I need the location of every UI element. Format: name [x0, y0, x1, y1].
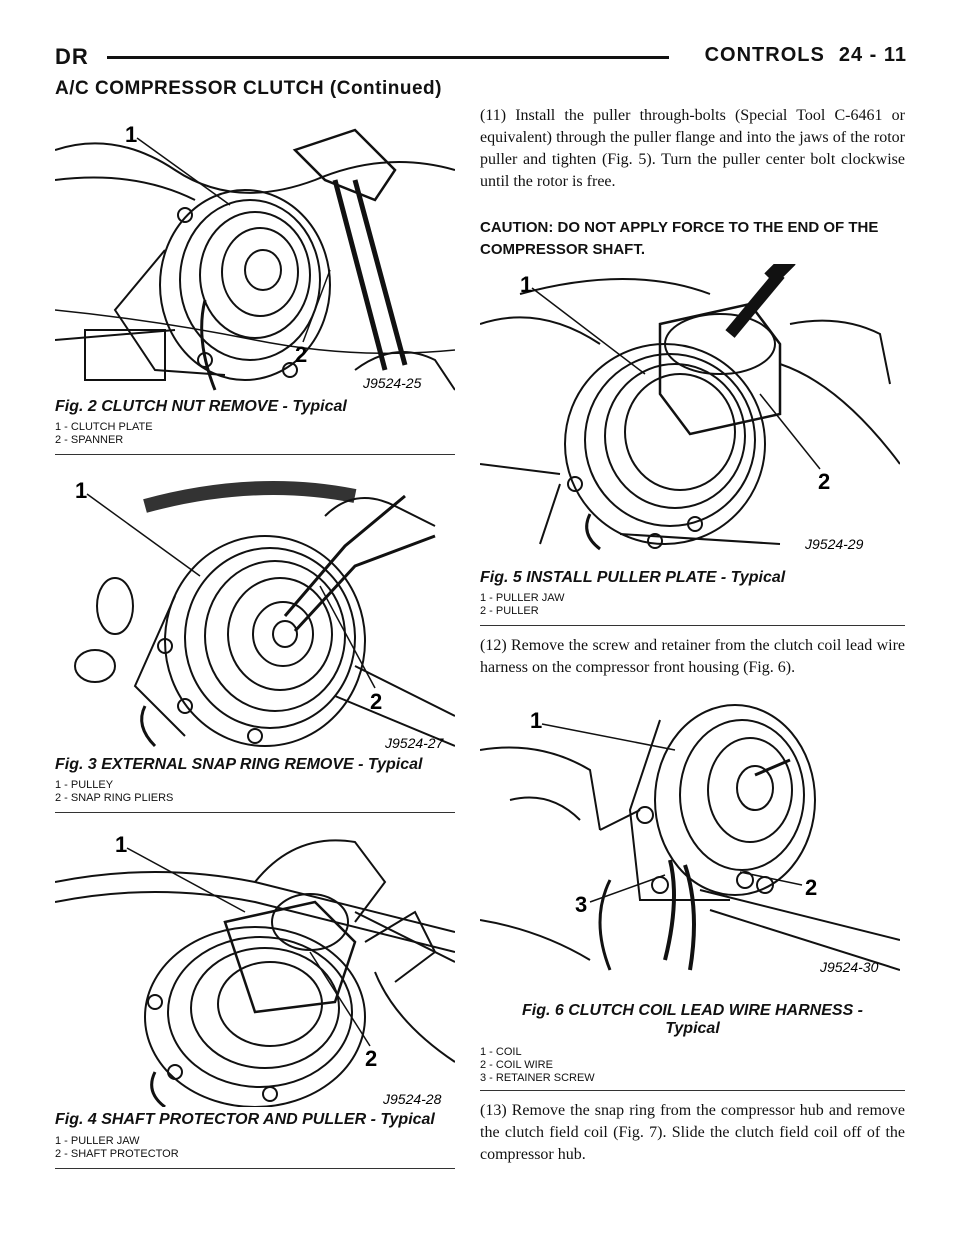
legend-item: 1 - PULLER JAW — [55, 1135, 140, 1147]
fig4-callout-2: 2 — [365, 1046, 378, 1071]
figure-6-caption-line-2: Typical — [665, 1020, 720, 1037]
fig3-callout-2: 2 — [370, 689, 383, 714]
fig4-part-number: J9524-28 — [383, 1091, 442, 1107]
caution-notice: CAUTION: DO NOT APPLY FORCE TO THE END OF THE COMPRESSOR SHAFT. — [480, 219, 879, 258]
figure-4-legend — [55, 1135, 179, 1161]
header-page-number: 24 - 11 — [838, 44, 907, 66]
fig6-callout-2: 2 — [805, 875, 818, 900]
figure-3-caption: Fig. 3 EXTERNAL SNAP RING REMOVE - Typical — [55, 756, 423, 773]
figure-2-caption: Fig. 2 CLUTCH NUT REMOVE - Typical — [55, 398, 347, 415]
figure-3-illustration — [55, 466, 455, 751]
fig3-part-number: J9524-27 — [385, 735, 444, 751]
figure-4-illustration — [55, 822, 455, 1107]
step-13-paragraph: (13) Remove the snap ring from the compressor hub and remove the clutch field coil (Fig. 7). Slide the clutch field coil off of the compressor hub. — [480, 1102, 905, 1163]
fig5-part-number: J9524-29 — [805, 536, 864, 552]
figure-4-caption: Fig. 4 SHAFT PROTECTOR AND PULLER - Typical — [55, 1111, 435, 1128]
figure-2-legend — [55, 421, 153, 447]
figure-5-illustration — [480, 264, 900, 554]
legend-item: 2 - COIL WIRE — [480, 1059, 553, 1071]
fig6-callout-3: 3 — [575, 892, 588, 917]
fig5-callout-1: 1 — [520, 272, 533, 297]
figure-6-illustration — [480, 700, 900, 990]
legend-item: 1 - COIL — [480, 1046, 522, 1058]
header-rule — [107, 56, 669, 59]
fig4-callout-1: 1 — [115, 832, 128, 857]
header-model-code: DR — [55, 44, 89, 69]
legend-item: 2 - SHAFT PROTECTOR — [55, 1148, 179, 1160]
legend-item: 3 - RETAINER SCREW — [480, 1072, 595, 1084]
legend-item: 1 - CLUTCH PLATE — [55, 421, 153, 433]
continued-title: A/C COMPRESSOR CLUTCH (Continued) — [55, 78, 442, 99]
figure-divider — [55, 1168, 455, 1169]
step-11-paragraph: (11) Install the puller through-bolts (Special Tool C-6461 or equivalent) through the puller flange and into the jaws of the rotor puller and tighten (Fig. 5). Turn the puller center bolt clockwise until the rotor is free. — [480, 107, 905, 190]
fig3-callout-1: 1 — [75, 478, 88, 503]
legend-item: 2 - PULLER — [480, 605, 539, 617]
step-12-paragraph: (12) Remove the screw and retainer from the clutch coil lead wire harness on the compressor front housing (Fig. 6). — [480, 637, 905, 676]
figure-divider — [55, 812, 455, 813]
figure-divider — [480, 1090, 905, 1091]
fig5-callout-2: 2 — [818, 469, 831, 494]
fig2-callout-2: 2 — [295, 342, 308, 367]
figure-3-legend — [55, 779, 173, 805]
fig6-part-number: J9524-30 — [820, 959, 879, 975]
figure-5-legend — [480, 592, 565, 618]
fig6-callout-1: 1 — [530, 708, 543, 733]
legend-item: 1 - PULLER JAW — [480, 592, 565, 604]
figure-6-legend — [480, 1046, 595, 1085]
figure-2-illustration — [55, 110, 455, 400]
figure-divider — [55, 454, 455, 455]
figure-6-caption — [480, 1002, 905, 1038]
page-header — [55, 44, 907, 68]
header-section: CONTROLS — [704, 44, 825, 66]
legend-item: 2 - SPANNER — [55, 434, 124, 446]
legend-item: 1 - PULLEY — [55, 779, 114, 791]
fig2-part-number: J9524-25 — [363, 375, 422, 391]
legend-item: 2 - SNAP RING PLIERS — [55, 792, 174, 804]
figure-6-caption-line-1: Fig. 6 CLUTCH COIL LEAD WIRE HARNESS - — [521, 1002, 864, 1019]
figure-5-caption: Fig. 5 INSTALL PULLER PLATE - Typical — [480, 569, 786, 586]
header-right — [691, 44, 907, 67]
figure-divider — [480, 625, 905, 626]
fig2-callout-1: 1 — [125, 122, 138, 147]
